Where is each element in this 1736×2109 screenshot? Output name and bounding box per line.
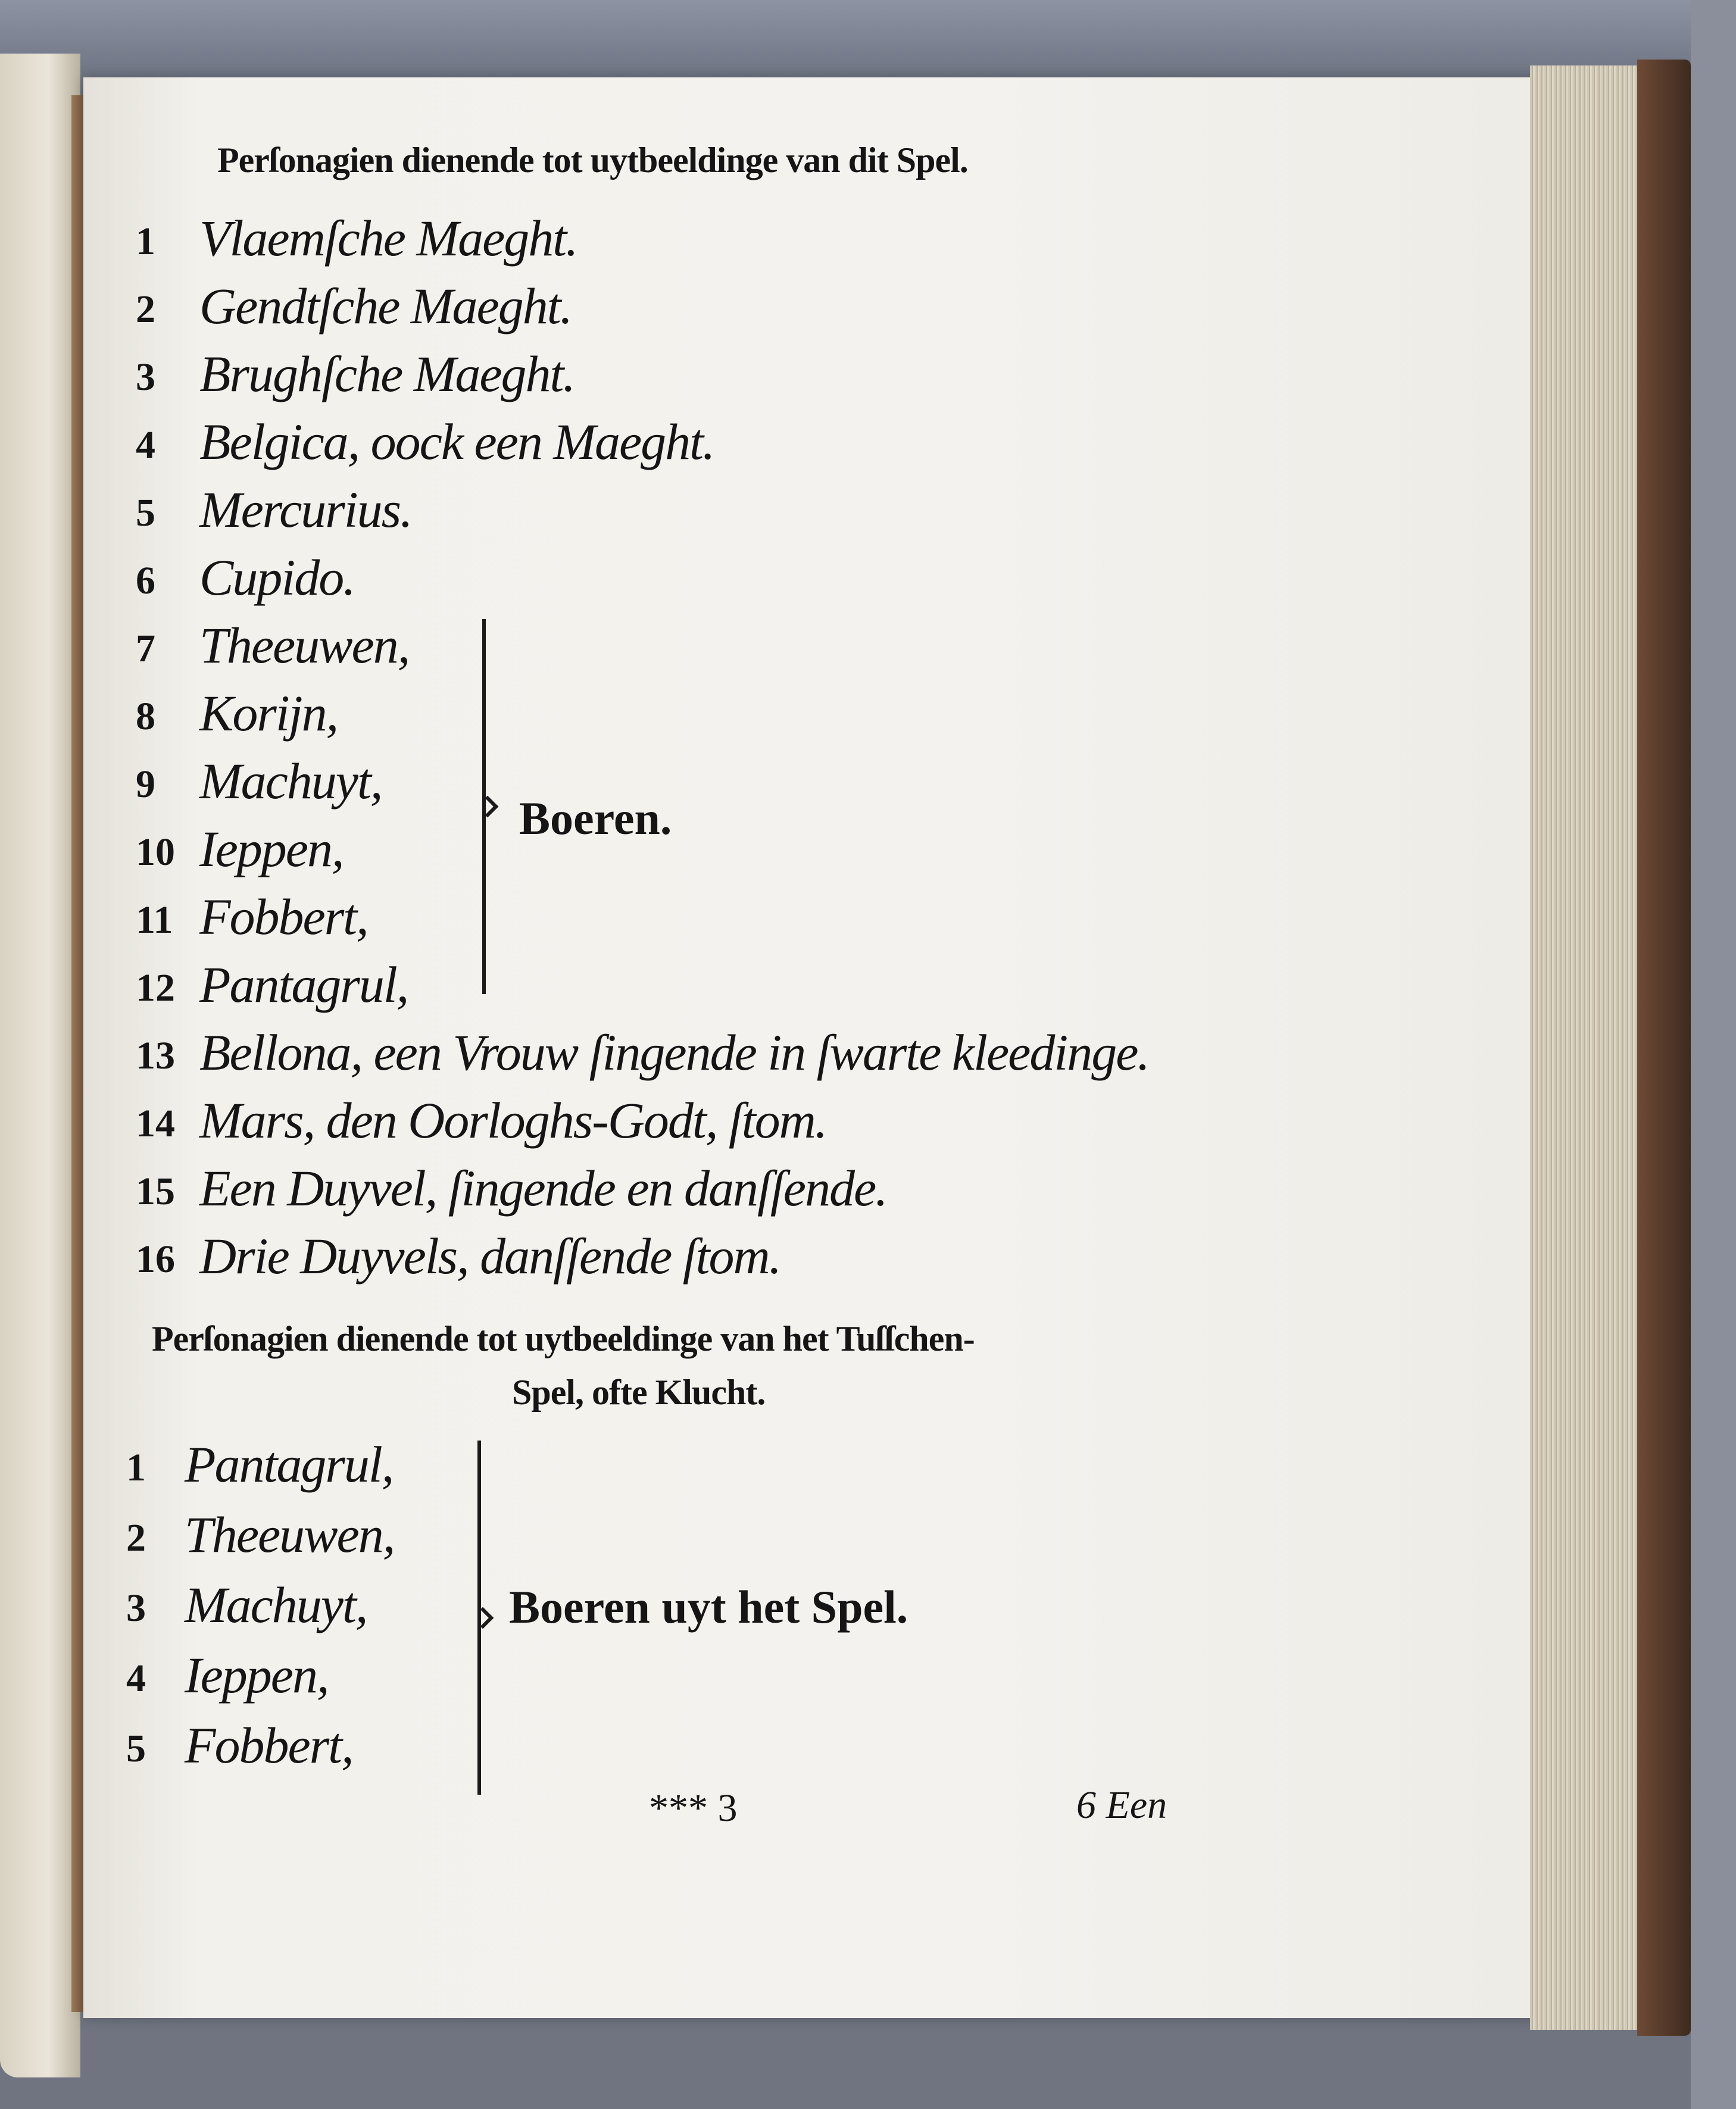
item-number: 4 bbox=[136, 423, 155, 467]
page-block-edge bbox=[1530, 65, 1643, 2030]
brace-boeren bbox=[470, 619, 486, 994]
character-name: Machuyt, bbox=[199, 752, 382, 810]
character-name: Theeuwen, bbox=[185, 1506, 395, 1563]
item-number: 9 bbox=[136, 763, 155, 806]
item-number: 16 bbox=[136, 1238, 175, 1281]
character-name: Brughſche Maeght. bbox=[199, 345, 574, 402]
character-name: Pantagrul, bbox=[185, 1436, 394, 1493]
item-number: 7 bbox=[136, 627, 155, 670]
book-cover bbox=[1637, 60, 1691, 2036]
item-number: 5 bbox=[126, 1727, 146, 1770]
character-name: Fobbert, bbox=[185, 1717, 353, 1774]
character-name: Drie Duyvels, danſſende ſtom. bbox=[199, 1227, 781, 1285]
heading-interlude-line2: Spel, ofte Klucht. bbox=[512, 1373, 766, 1412]
character-name: Vlaemſche Maeght. bbox=[199, 210, 577, 267]
character-name: Theeuwen, bbox=[199, 617, 410, 674]
item-number: 13 bbox=[136, 1034, 175, 1077]
background-right bbox=[1691, 0, 1736, 2109]
character-name: Mars, den Oorloghs-Godt, ſtom. bbox=[199, 1092, 827, 1149]
item-number: 2 bbox=[126, 1516, 146, 1560]
character-name: Ieppen, bbox=[199, 820, 344, 877]
character-name: Pantagrul, bbox=[199, 956, 408, 1013]
character-name: Mercurius. bbox=[199, 481, 412, 538]
character-name: Belgica, oock een Maeght. bbox=[199, 413, 714, 470]
catchword: 6 Een bbox=[1076, 1783, 1167, 1827]
character-name: Fobbert, bbox=[199, 888, 368, 945]
character-name: Korijn, bbox=[199, 685, 338, 742]
character-name: Cupido. bbox=[199, 549, 355, 606]
signature-mark: *** 3 bbox=[649, 1786, 738, 1830]
item-number: 15 bbox=[136, 1170, 175, 1213]
heading-main: Perſonagien dienende tot uytbeeldinge van dit Spel. bbox=[217, 140, 968, 180]
group-label-boeren: Boeren. bbox=[519, 792, 672, 844]
item-number: 5 bbox=[136, 491, 155, 535]
item-number: 8 bbox=[136, 695, 155, 738]
character-name: Ieppen, bbox=[185, 1646, 329, 1704]
item-number: 10 bbox=[136, 830, 175, 874]
character-name: Een Duyvel, ſingende en danſſende. bbox=[199, 1160, 887, 1217]
group-label-boeren-uyt-het-spel: Boeren uyt het Spel. bbox=[509, 1581, 908, 1633]
brace-boeren-uyt-het-spel bbox=[466, 1441, 481, 1795]
item-number: 6 bbox=[136, 559, 155, 602]
item-number: 12 bbox=[136, 966, 175, 1010]
character-name: Machuyt, bbox=[185, 1576, 367, 1633]
left-page-edge bbox=[0, 54, 80, 2077]
item-number: 3 bbox=[126, 1586, 146, 1630]
heading-interlude: Perſonagien dienende tot uytbeeldinge van het Tuſſchen- bbox=[152, 1319, 975, 1358]
item-number: 1 bbox=[126, 1446, 146, 1489]
item-number: 1 bbox=[136, 220, 155, 263]
character-name: Bellona, een Vrouw ſingende in ſwarte kleedinge. bbox=[199, 1024, 1149, 1081]
item-number: 14 bbox=[136, 1102, 175, 1145]
item-number: 4 bbox=[126, 1657, 146, 1700]
item-number: 2 bbox=[136, 288, 155, 331]
item-number: 11 bbox=[136, 898, 173, 942]
item-number: 3 bbox=[136, 355, 155, 399]
character-name: Gendtſche Maeght. bbox=[199, 277, 572, 335]
